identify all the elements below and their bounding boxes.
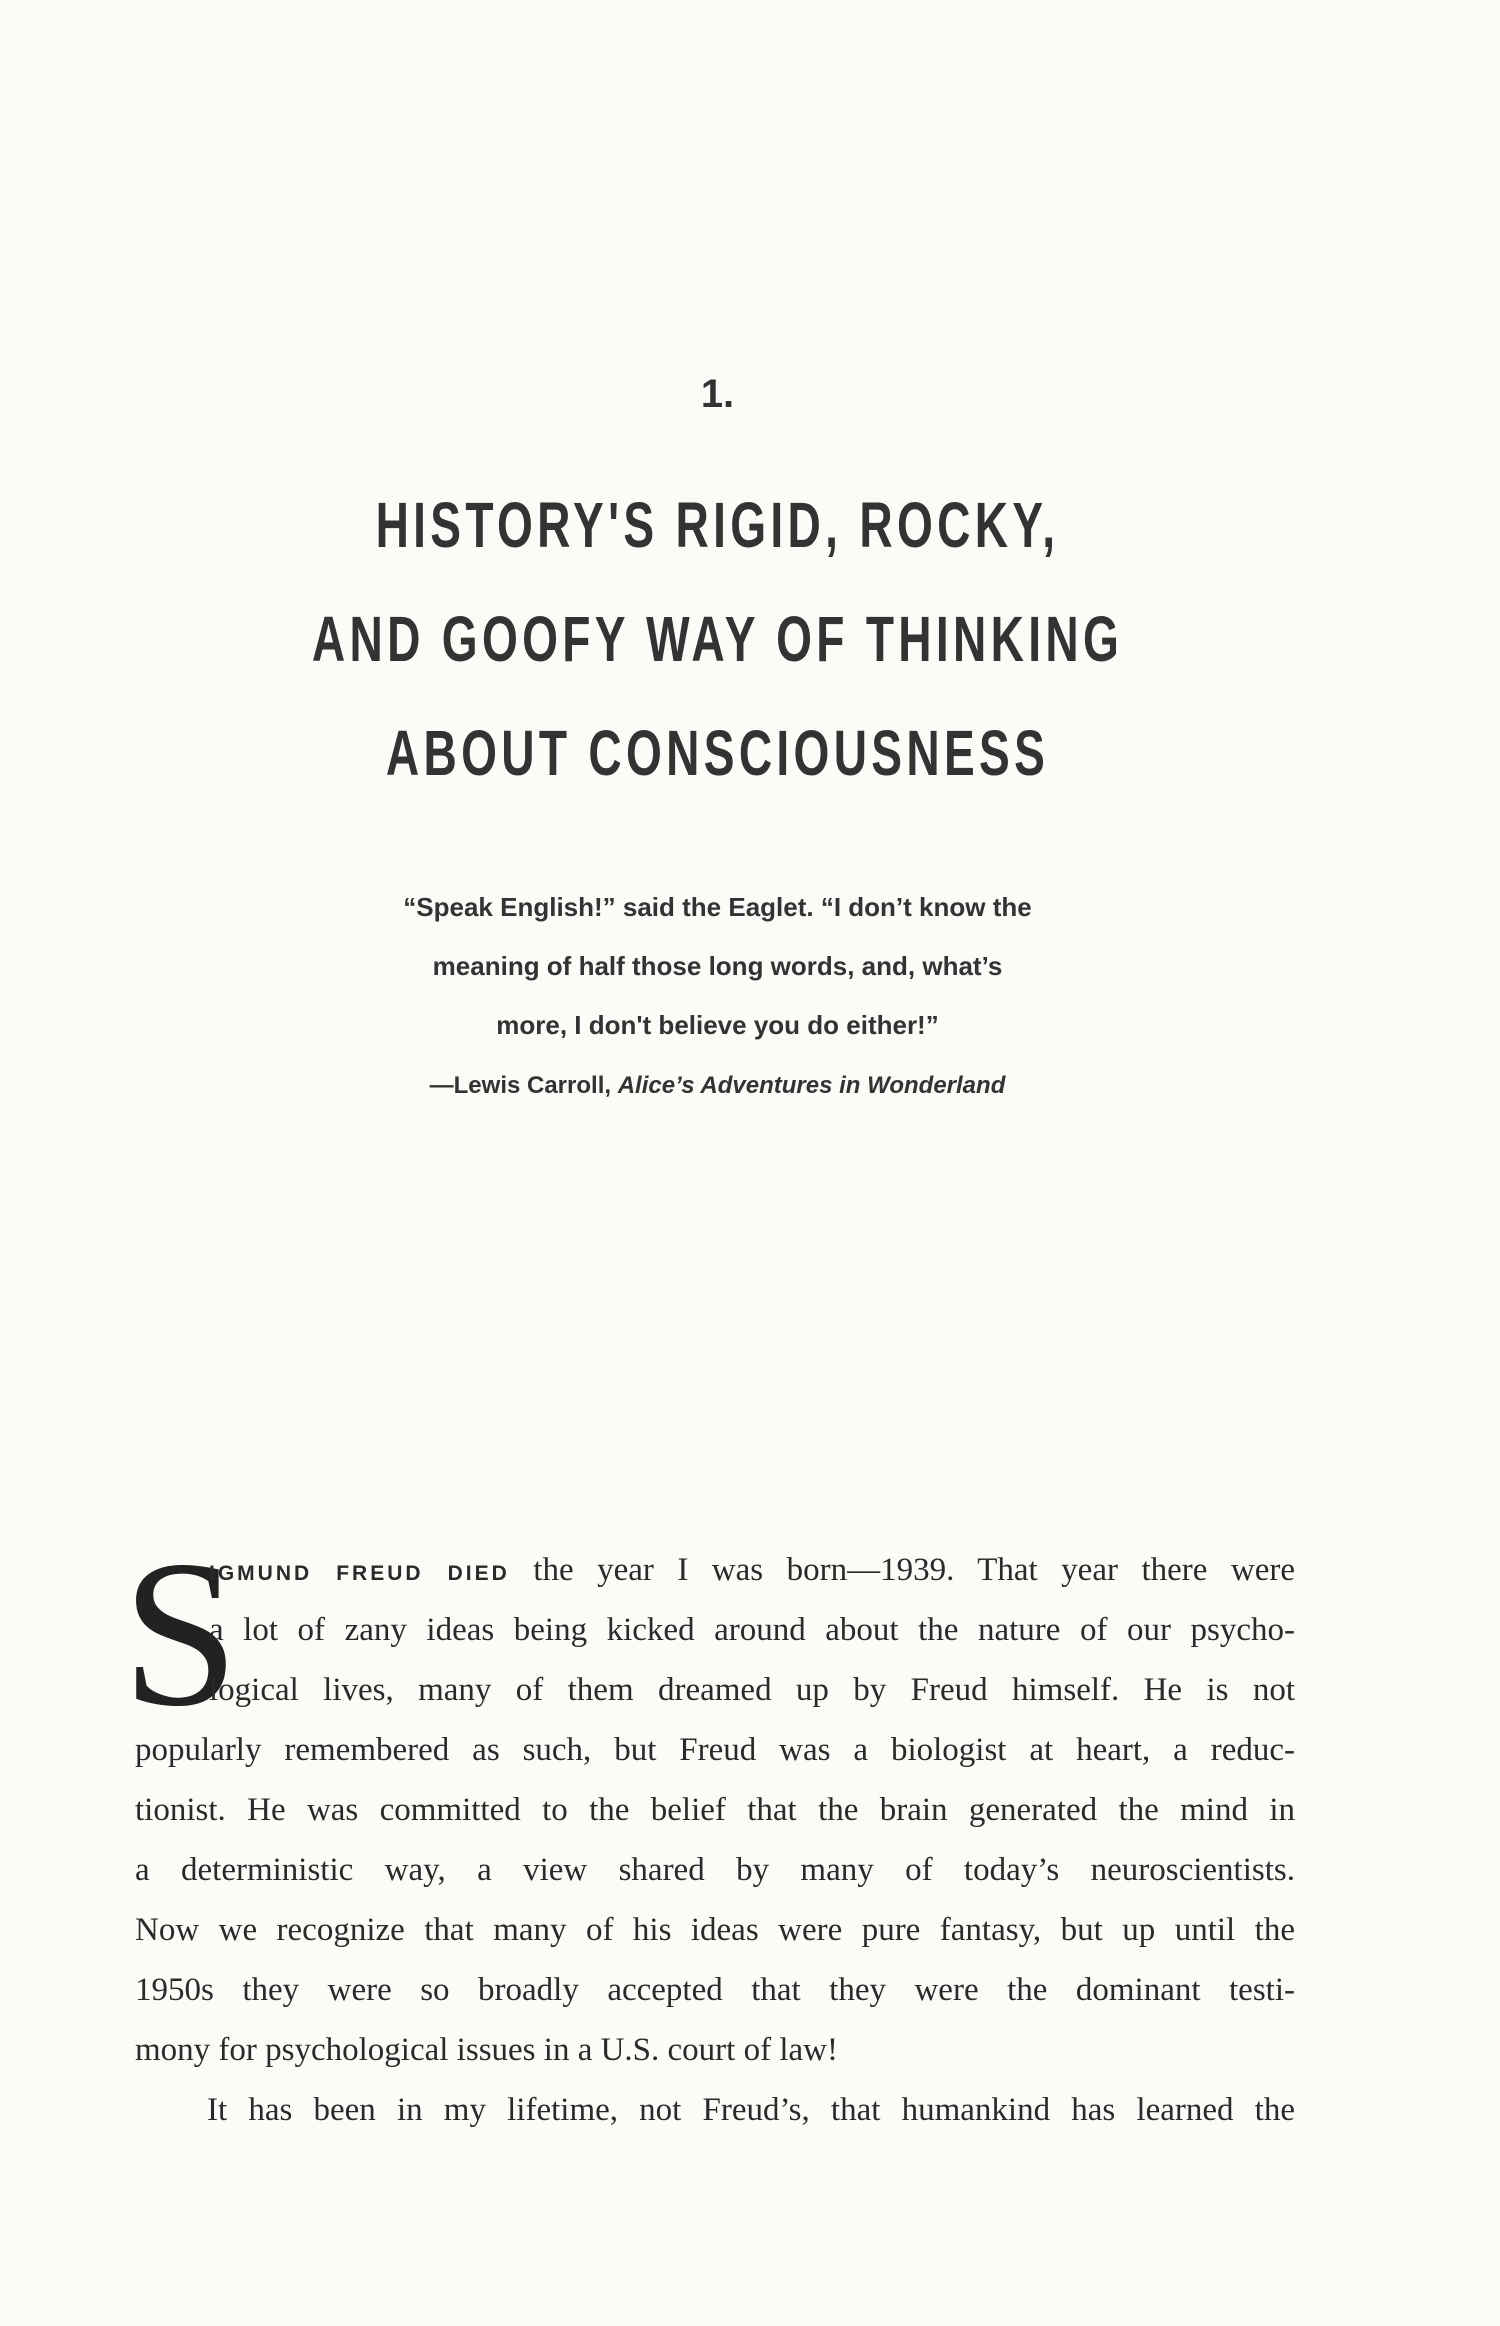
body-line: mony for psychological issues in a U.S. court of law! xyxy=(135,2032,838,2068)
body-paragraphs xyxy=(135,1540,1295,2140)
body-line: a deterministic way, a view shared by many of today’s neuroscientists. xyxy=(135,1852,1295,1888)
chapter-title-line: ABOUT CONSCIOUSNESS xyxy=(385,717,1050,789)
epigraph-line: “Speak English!” said the Eaglet. “I don’t know the xyxy=(403,892,1032,922)
body-line: logical lives, many of them dreamed up by Freud himself. He is not xyxy=(209,1672,1295,1708)
body-line xyxy=(135,1540,1295,1600)
epigraph-line: more, I don't believe you do either!” xyxy=(496,1010,939,1040)
body-line: a lot of zany ideas being kicked around about the nature of our psycho- xyxy=(209,1612,1295,1648)
body-line: tionist. He was committed to the belief that the brain generated the mind in xyxy=(135,1792,1295,1828)
drop-cap: S xyxy=(122,1518,239,1750)
body-line: 1950s they were so broadly accepted that they were the dominant testi- xyxy=(135,1972,1295,2008)
epigraph-attribution xyxy=(0,1072,1435,1100)
body-line: It has been in my lifetime, not Freud’s, that humankind has learned the xyxy=(207,2092,1295,2128)
epigraph-quote xyxy=(0,883,1435,1060)
lead-in-smallcaps: IGMUND FREUD DIED xyxy=(209,1562,510,1585)
chapter-title-line: HISTORY'S RIGID, ROCKY, xyxy=(375,489,1060,561)
epigraph-line: meaning of half those long words, and, what’s xyxy=(432,951,1003,981)
body-line: popularly remembered as such, but Freud was a biologist at heart, a reduc- xyxy=(135,1732,1295,1768)
chapter-title xyxy=(0,468,1435,810)
attribution-author: —Lewis Carroll, xyxy=(429,1072,618,1099)
body-line-text: the year I was born—1939. That year there were xyxy=(509,1552,1295,1588)
chapter-title-line: AND GOOFY WAY OF THINKING xyxy=(311,603,1124,675)
body-line: Now we recognize that many of his ideas were pure fantasy, but up until the xyxy=(135,1912,1295,1948)
attribution-work-title: Alice’s Adventures in Wonderland xyxy=(617,1072,1006,1099)
chapter-number: 1. xyxy=(700,372,735,416)
